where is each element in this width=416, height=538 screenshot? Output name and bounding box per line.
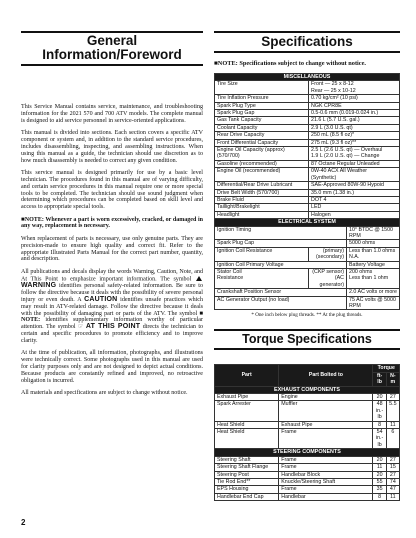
spec-row [215, 268, 400, 288]
torque-part: Exhaust Pipe [215, 394, 279, 401]
torque-nm: 47 [386, 486, 399, 493]
spec-value: 10° BTDC @ 1500 RPM [347, 226, 400, 240]
torque-part: Heat Shield [215, 421, 279, 428]
torque-nm: 74 [386, 478, 399, 485]
spec-row [215, 160, 400, 167]
spec-value: 2.9 L (3.0 U.S. qt) [309, 124, 400, 131]
torque-ftlb: 11 [373, 464, 386, 471]
spec-row [215, 261, 400, 268]
torque-header-part: Part [215, 365, 279, 386]
torque-nm: 27 [386, 456, 399, 463]
paragraph-publication: At the time of publication, all information, photographs, and illustrations were technically correct. Some photographs used in this manual are used for clarity purposes only and are not designed to depict actual conditions. Because products are constantly refined and improved, no retroactive obligation is incurred. [21, 350, 203, 384]
right-column [214, 31, 400, 501]
spec-row [215, 247, 400, 261]
torque-row [215, 456, 400, 463]
spec-key: Headlight [215, 211, 309, 218]
spec-key: Brake Fluid [215, 196, 309, 203]
spec-key: Front Differential Capacity [215, 139, 309, 146]
warning-word: WARNING [21, 281, 57, 289]
spec-key: Spark Plug Gap [215, 110, 309, 117]
specifications-table [214, 73, 400, 310]
symbols-text-d: identifies supplementary information worthy of particular attention. The symbol [21, 317, 204, 331]
spec-value: 87 Octane Regular Unleaded [309, 160, 400, 167]
left-column [21, 31, 203, 402]
spec-value: NGK CPR8E [309, 102, 400, 109]
torque-part: Spark Arrester [215, 401, 279, 421]
spec-key: Ignition Timing [215, 226, 347, 240]
torque-row [215, 401, 400, 421]
spec-sub-key: (CKP sensor) (AC generator) [309, 268, 347, 288]
foreword-body [21, 104, 203, 397]
torque-row [215, 478, 400, 485]
spec-row [215, 189, 400, 196]
torque-row [215, 471, 400, 478]
spec-value: SAE-Approved 80W-90 Hypoid [309, 182, 400, 189]
spec-value: 275 mL (9.3 fl oz)** [309, 139, 400, 146]
spec-row [215, 95, 400, 102]
spec-row [215, 182, 400, 189]
note-word: ■ NOTE: [21, 310, 204, 324]
torque-part: Steering Shaft Flange [215, 464, 279, 471]
electrical-band: ELECTRICAL SYSTEM [215, 219, 400, 226]
torque-ftlb: 20 [373, 471, 386, 478]
torque-table [214, 364, 400, 501]
torque-row [215, 421, 400, 428]
torque-row [215, 429, 400, 449]
spec-value: 21.6 L (5.7 U.S. gal.) [309, 117, 400, 124]
spec-key: Tire Inflation Pressure [215, 95, 309, 102]
page-number: 2 [21, 518, 26, 527]
torque-header-nm: N-m [386, 372, 399, 386]
caution-word: CAUTION [84, 295, 118, 303]
torque-ftlb: 8 [373, 493, 386, 500]
spec-value: LED [309, 204, 400, 211]
spec-value: Battery Voltage [347, 261, 400, 268]
steering-band-row [215, 449, 400, 456]
spec-row [215, 117, 400, 124]
paragraph-subject-to-change: All materials and specifications are subject to change without notice. [21, 390, 188, 397]
torque-bolted-to: Muffler [279, 401, 373, 421]
spec-row [215, 124, 400, 131]
specifications-note: ■NOTE: Specifications subject to change without notice. [214, 60, 366, 67]
spec-key: Tire Size [215, 81, 309, 95]
torque-header-bolted: Part Bolted to [279, 365, 373, 386]
torque-ftlb: 48 in.-lb [373, 401, 386, 421]
torque-part: Steering Post [215, 471, 279, 478]
torque-row [215, 394, 400, 401]
spec-value: Front — 25 x 8-12 Rear — 25 x 10-12 [309, 81, 400, 95]
spec-value: Less than 1.0 ohms N.A. [347, 247, 400, 261]
spec-key: Stator Coil Resistance [215, 268, 309, 288]
torque-part: Tie Rod End** [215, 478, 279, 485]
paragraph-technician: This service manual is designed primarily for use by a basic level technician. The procedures found in this manual are of varying difficulty, and certain service procedures in this manual require one or more special tools to be completed. The technician should use sound judgment when determining which procedures can be completed based on skill level and access to appropriate special tools. [21, 169, 203, 211]
torque-row [215, 486, 400, 493]
spec-key: Crankshaft Position Sensor [215, 289, 347, 296]
section-heading-torque-specifications: Torque Specifications [214, 329, 400, 350]
torque-ftlb: 20 [373, 456, 386, 463]
spec-row [215, 147, 400, 161]
paragraph-symbols [21, 269, 203, 345]
torque-bolted-to: Exhaust Pipe [279, 421, 373, 428]
torque-row [215, 464, 400, 471]
torque-header-torque: Torque [373, 365, 400, 372]
spec-key: Gas Tank Capacity [215, 117, 309, 124]
symbols-text-a: All publications and decals display the words Warning, Caution, Note, and At This Point to emphasize important information. The symbol [21, 268, 203, 283]
section-heading-specifications: Specifications [214, 31, 400, 53]
section-heading-general-information: General Information/Foreword [21, 31, 203, 66]
spec-key: Spark Plug Type [215, 102, 309, 109]
spec-row [215, 110, 400, 117]
warning-triangle-icon [196, 276, 202, 281]
specifications-footnote: * One inch below plug threads. ** At the plug threads. [251, 312, 363, 319]
spec-row [215, 289, 400, 296]
spec-value: DOT 4 [309, 196, 400, 203]
spec-row [215, 211, 400, 218]
note-replacement: ■NOTE: Whenever a part is worn excessively, cracked, or damaged in any way, replacement is necessary. [21, 216, 203, 230]
torque-part: Steering Shaft [215, 456, 279, 463]
spec-sub-key: (primary) (secondary) [309, 247, 347, 261]
torque-header-row [215, 365, 400, 372]
symbols-text-b: identifies personal safety-related information. Be sure to follow the directive because it deals with the possibility of severe personal injury or even death. A [21, 282, 203, 303]
torque-bolted-to: Frame [279, 456, 373, 463]
spec-value: 5000 ohms [347, 240, 400, 247]
spec-key: Rear Drive Capacity [215, 132, 309, 139]
torque-ftlb: 54 in.-lb [373, 429, 386, 449]
spec-value: 0.70 kg/cm² (10 psi) [309, 95, 400, 102]
torque-row [215, 493, 400, 500]
spec-row [215, 132, 400, 139]
torque-bolted-to: Engine [279, 394, 373, 401]
misc-band: MISCELLANEOUS [215, 74, 400, 81]
spec-row [215, 196, 400, 203]
torque-nm: 27 [386, 394, 399, 401]
spec-row [215, 240, 400, 247]
exhaust-band: EXHAUST COMPONENTS [215, 386, 400, 393]
torque-nm: 11 [386, 493, 399, 500]
spec-value: 2.5 L (2.6 U.S. qt) — Overhaul 1.9 L (2.0 U.S. qt) — Change [309, 147, 400, 161]
paragraph-intro: This Service Manual contains service, maintenance, and troubleshooting information for the 2021 570 and 700 ATV models. The complete manual is designed to aid service personnel in service-oriented applications. [21, 104, 203, 124]
spec-key: Coolant Capacity [215, 124, 309, 131]
symbols-text-c: identifies unsafe practices which may result in ATV-related damage. Follow the directive because it deals with the possibility of damaging part or parts of the ATV. The symbol [21, 296, 204, 317]
torque-bolted-to: Frame [279, 464, 373, 471]
spec-row [215, 81, 400, 95]
spec-value: 75 AC volts @ 5000 RPM [347, 296, 400, 310]
spec-row [215, 139, 400, 146]
spec-key: Ignition Coil Resistance [215, 247, 309, 261]
spec-key: Taillight/Brakelight [215, 204, 309, 211]
torque-ftlb: 20 [373, 394, 386, 401]
spec-key: AC Generator Output (no load) [215, 296, 347, 310]
paragraph-genuine-parts: When replacement of parts is necessary, use only genuine parts. They are precision-made to ensure high quality and correct fit. Refer to the appropriate Illustrated Parts Manual for the correct part number, quantity, and description. [21, 235, 203, 263]
paragraph-sections: This manual is divided into sections. Each section covers a specific ATV component or system and, in addition to the standard service procedures, includes disassembling, inspecting, and assembling instructions. When using this manual as a guide, the technician should use discretion as to how much disassembly is needed to correct any given condition. [21, 130, 203, 164]
torque-part: Heat Shield [215, 429, 279, 449]
spec-key: Differential/Rear Drive Lubricant [215, 182, 309, 189]
torque-bolted-to: Handlebar Block [279, 471, 373, 478]
spec-key: Engine Oil (recommended) [215, 168, 309, 182]
torque-bolted-to: Frame [279, 486, 373, 493]
torque-part: Handlebar End Cap [215, 493, 279, 500]
torque-ftlb: 55 [373, 478, 386, 485]
at-this-point-word: AT THIS POINT [85, 323, 141, 331]
spec-row [215, 102, 400, 109]
spec-value: 200 ohms Less than 1 ohm [347, 268, 400, 288]
torque-nm: 27 [386, 471, 399, 478]
torque-ftlb: 8 [373, 421, 386, 428]
spec-value: 35.0 mm (1.38 in.) [309, 189, 400, 196]
spec-row [215, 226, 400, 240]
torque-bolted-to: Frame [279, 429, 373, 449]
torque-nm: 15 [386, 464, 399, 471]
torque-nm: 6 [386, 429, 399, 449]
torque-ftlb: 35 [373, 486, 386, 493]
symbols-text-e: directs the technician to certain and specific procedures to promote efficiency and to improve clarity. [21, 324, 204, 345]
spec-row [215, 204, 400, 211]
torque-bolted-to: Knuckle/Steering Shaft [279, 478, 373, 485]
spec-value: 250 mL (8.5 fl oz)* [309, 132, 400, 139]
torque-header-ftlb: ft-lb [373, 372, 386, 386]
torque-nm: 5.5 [386, 401, 399, 421]
steering-band: STEERING COMPONENTS [215, 449, 400, 456]
spec-row [215, 168, 400, 182]
elec-band-row [215, 219, 400, 226]
torque-nm: 11 [386, 421, 399, 428]
spec-value: 0.5-0.6 mm (0.019-0.024 in.) [309, 110, 400, 117]
spec-value: Halogen [309, 211, 400, 218]
spec-key: Gasoline (recommended) [215, 160, 309, 167]
spec-value: 2.0 AC volts or more [347, 289, 400, 296]
spec-key: Ignition Coil Primary Voltage [215, 261, 347, 268]
exhaust-band-row [215, 386, 400, 393]
pointing-hand-icon: ☞ [78, 324, 84, 331]
spec-key: Drive Belt Width (570/700) [215, 189, 309, 196]
spec-row [215, 296, 400, 310]
spec-key: Spark Plug Cap [215, 240, 347, 247]
torque-part: EPS Housing [215, 486, 279, 493]
torque-bolted-to: Handlebar [279, 493, 373, 500]
spec-key: Engine Oil Capacity (approx) (570/700) [215, 147, 309, 161]
spec-value: 0W-40 ACX All Weather (Synthetic) [309, 168, 400, 182]
